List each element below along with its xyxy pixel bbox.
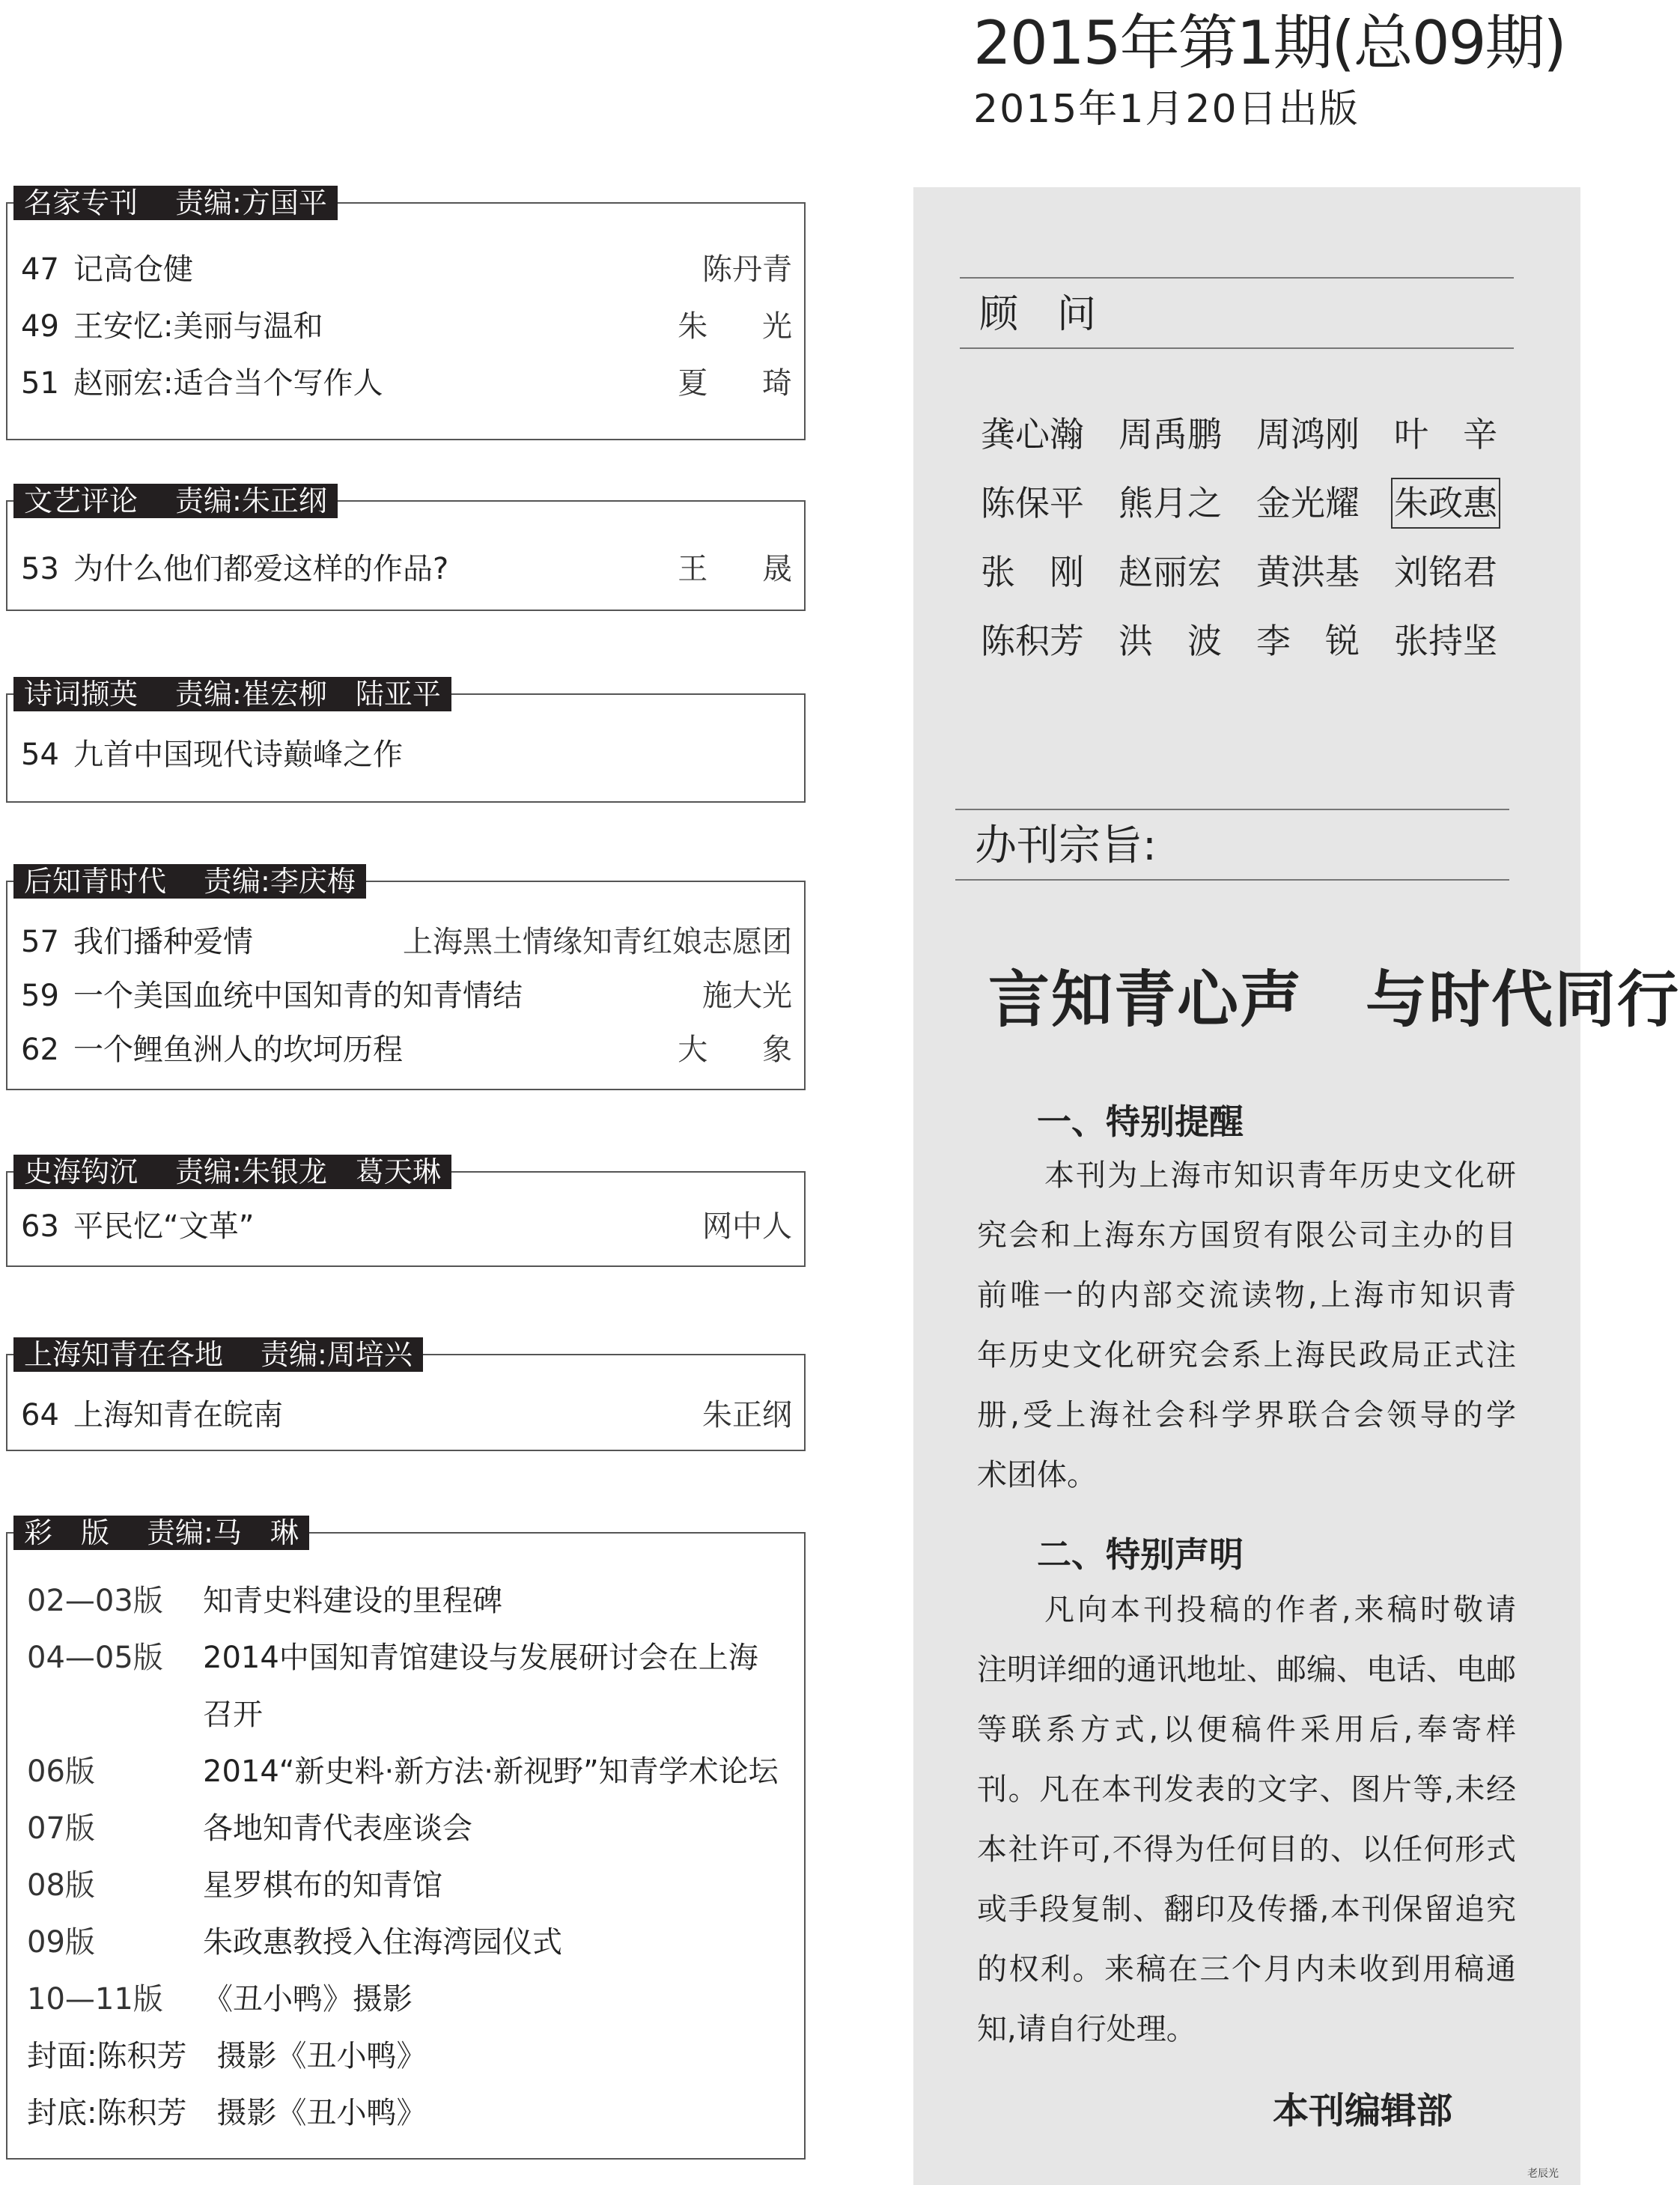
plate-label: 02—03版 [27,1584,163,1618]
issue-title: 2015年第1期(总09期) [973,8,1565,78]
toc-section [6,186,815,440]
advisor-name: 赵丽宏 [1119,552,1222,592]
article-title: 上海知青在皖南 [73,1398,283,1432]
purpose-heading: 办刊宗旨: [975,821,1157,870]
advisors-row [981,619,1532,663]
plate-text: 2014“新史料·新方法·新视野”知青学术论坛 [203,1754,779,1789]
advisor-name: 熊月之 [1119,483,1222,523]
plate-label: 08版 [27,1868,95,1903]
advisors-row [981,412,1532,457]
article-author: 朱 光 [678,309,815,344]
toc-section [6,1155,806,1267]
toc-entry[interactable] [21,732,792,777]
article-author: 施大光 [702,979,792,1013]
toc-section [6,1337,806,1451]
plate-text: 《丑小鸭》摄影 [203,1982,413,2017]
advisor-name: 周鸿刚 [1256,414,1360,455]
notice-body: 本刊为上海市知识青年历史文化研 究会和上海东方国贸有限公司主办的目 前唯一的内部交流读物,上海市知识青 年历史文化研究会系上海民政局正式注 册,受上海社会科学界联合会领导的学 术团体。 [977,1158,1516,1492]
article-title: 王安忆:美丽与温和 [73,309,323,344]
plate-row[interactable] [27,1749,779,1794]
plate-row[interactable] [27,1635,758,1680]
plate-text: 召开 [203,1698,263,1732]
plate-label: 06版 [27,1754,95,1789]
article-title: 平民忆“文革” [73,1209,255,1244]
article-title: 九首中国现代诗巅峰之作 [73,738,403,772]
notice-title: 一、特别提醒 [1037,1101,1244,1142]
plate-row[interactable] [27,1578,502,1623]
page-number: 54 [21,738,59,772]
issue-header [973,6,1565,132]
advisors-row [981,550,1532,595]
plate-row[interactable] [27,1863,442,1908]
advisors-row [981,481,1497,526]
article-title: 赵丽宏:适合当个写作人 [73,366,383,401]
section-heading: 诗词撷英 责编:崔宏柳 陆亚平 [13,677,451,711]
advisors-heading: 顾 问 [979,292,1097,337]
page-number: 62 [21,1033,59,1067]
section-heading: 名家专刊 责编:方国平 [13,186,338,220]
motto: 言知青心声 与时代同行 [988,964,1680,1036]
toc-entry[interactable] [21,973,792,1018]
toc-entry[interactable] [21,547,815,592]
advisor-name: 张持坚 [1394,621,1497,661]
plate-row[interactable] [27,1920,562,1965]
article-author: 王 晟 [678,552,815,586]
page-number: 63 [21,1209,59,1244]
article-author: 夏 琦 [678,366,815,401]
divider [955,809,1509,810]
plate-label: 07版 [27,1811,95,1846]
advisor-name: 刘铭君 [1394,552,1497,592]
advisor-name: 陈积芳 [981,621,1084,661]
plate-text: 朱政惠教授入住海湾园仪式 [203,1925,562,1960]
issue-date: 2015年1月20日出版 [973,87,1360,132]
toc-entry[interactable] [21,920,792,964]
plate-text: 2014中国知青馆建设与发展研讨会在上海 [203,1641,758,1675]
info-panel [913,187,1680,2185]
plate-row[interactable] [27,1806,472,1851]
article-title: 我们播种爱情 [73,925,253,959]
notice-body: 凡向本刊投稿的作者,来稿时敬请 注明详细的通讯地址、邮编、电话、电邮 等联系方式,以便稿件采用后,奉寄样 刊。凡在本刊发表的文字、图片等,未经 本社许可,不得为任何目的、以任何形式 或手段复制、翻印及传播,本刊保留追究 的权利。来稿在三个月内未收到用稿通 知,请自行处理。 [977,1593,1516,2046]
article-author: 朱正纲 [702,1398,792,1432]
color-plates-section [6,1516,806,2160]
cover-credit: 封面:陈积芳 摄影《丑小鸭》 [27,2039,427,2073]
advisor-name: 张 刚 [981,552,1084,592]
plate-text: 知青史料建设的里程碑 [203,1584,502,1618]
advisor-name: 李 锐 [1256,621,1360,661]
article-title: 为什么他们都爱这样的作品? [73,552,449,586]
divider [955,879,1509,881]
plate-text: 星罗棋布的知青馆 [203,1868,442,1903]
page-number: 59 [21,979,59,1013]
article-title: 记高仓健 [73,252,193,287]
advisor-name: 朱政惠 [1394,481,1497,526]
advisor-name: 洪 波 [1119,621,1222,661]
toc-section [6,677,806,803]
plate-label: 10—11版 [27,1982,163,2017]
toc-entry[interactable] [21,1204,792,1249]
toc-entry[interactable] [21,361,815,406]
page-number: 51 [21,366,59,401]
advisor-name: 陈保平 [981,483,1084,523]
notice-title: 二、特别声明 [1037,1534,1244,1575]
back-cover-credit: 封底:陈积芳 摄影《丑小鸭》 [27,2096,427,2130]
toc-entry[interactable] [21,247,792,292]
toc-section [6,864,815,1090]
plate-label: 09版 [27,1925,95,1960]
plate-row[interactable] [27,1977,413,2022]
section-heading: 后知青时代 责编:李庆梅 [13,864,366,899]
divider [960,277,1514,279]
section-heading: 上海知青在各地 责编:周培兴 [13,1337,423,1372]
section-heading: 彩 版 责编:马 琳 [13,1516,309,1550]
plate-label: 04—05版 [27,1641,163,1675]
editorial-signature: 本刊编辑部 [1273,2090,1453,2132]
toc-section [6,484,815,611]
section-heading: 史海钩沉 责编:朱银龙 葛天琳 [13,1155,451,1189]
advisor-name: 黄洪基 [1256,552,1360,592]
page-number: 49 [21,309,59,344]
advisor-name: 周禹鹏 [1119,414,1222,455]
article-author: 陈丹青 [702,252,792,287]
plate-text: 各地知青代表座谈会 [203,1811,472,1846]
advisor-name: 龚心瀚 [981,414,1084,455]
toc-entry[interactable] [21,1027,815,1072]
article-title: 一个美国血统中国知青的知青情结 [73,979,523,1013]
page-number: 57 [21,925,59,959]
corner-stamp: 老辰光 [1527,2168,1559,2180]
plate-row[interactable] [27,1692,263,1737]
advisor-name: 叶 辛 [1394,414,1497,455]
advisor-name: 金光耀 [1256,483,1360,523]
toc-entry[interactable] [21,1393,792,1438]
divider [960,347,1514,349]
article-title: 一个鲤鱼洲人的坎坷历程 [73,1033,403,1067]
page-number: 64 [21,1398,59,1432]
toc-entry[interactable] [21,304,815,349]
page-number: 47 [21,252,59,287]
article-author: 网中人 [702,1209,792,1244]
section-heading: 文艺评论 责编:朱正纲 [13,484,338,518]
article-author: 上海黑土情缘知青红娘志愿团 [403,925,792,959]
article-author: 大 象 [678,1033,815,1067]
page-number: 53 [21,552,59,586]
